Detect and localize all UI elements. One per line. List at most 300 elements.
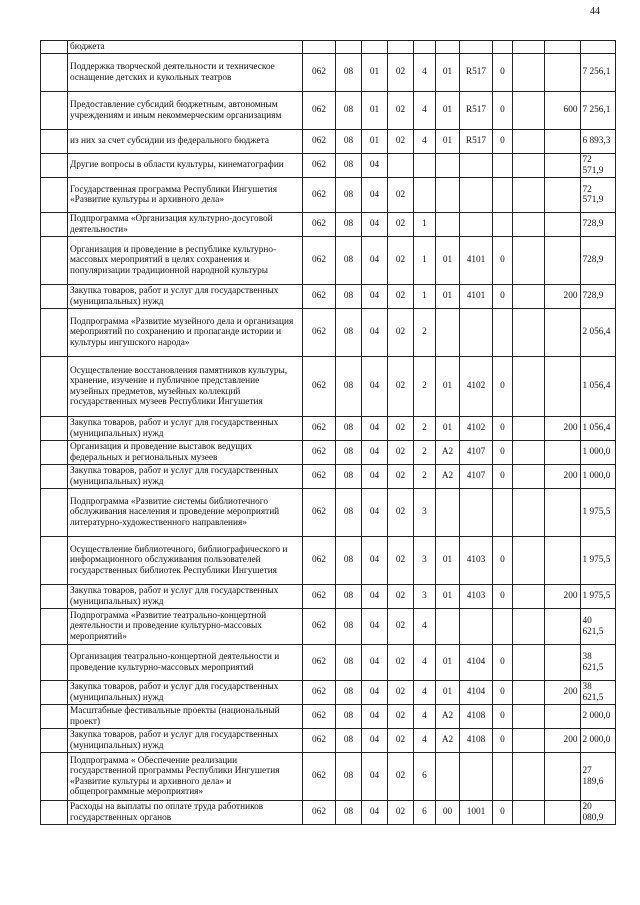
- section-cell: 08: [336, 285, 362, 309]
- main-activity-cell: A2: [436, 465, 460, 489]
- blank-cell: [41, 489, 68, 537]
- main-activity-cell: 01: [436, 92, 460, 130]
- table-row: [41, 681, 616, 705]
- section-cell: 08: [336, 645, 362, 681]
- subprogram-cell: 4: [414, 609, 436, 645]
- expense-type-cell: [545, 609, 581, 645]
- subsection-cell: 04: [362, 213, 388, 237]
- table-row: [41, 609, 616, 645]
- subsection-cell: 04: [362, 417, 388, 441]
- blank-cell: [41, 801, 68, 825]
- amount-cell: 1 975,5: [580, 489, 616, 537]
- blank-cell: [41, 753, 68, 801]
- extra-cell: [513, 705, 545, 729]
- direction-suffix-cell: 0: [493, 417, 513, 441]
- subsection-cell: 04: [362, 537, 388, 585]
- amount-cell: 2 056,4: [580, 309, 616, 357]
- table-row: [41, 285, 616, 309]
- blank-cell: [41, 537, 68, 585]
- blank-cell: [41, 645, 68, 681]
- extra-cell: [513, 729, 545, 753]
- expense-type-cell: [545, 357, 581, 417]
- section-cell: 08: [336, 705, 362, 729]
- subprogram-cell: 6: [414, 801, 436, 825]
- ministry-code-cell: 062: [303, 645, 336, 681]
- subprogram-cell: 2: [414, 357, 436, 417]
- direction-cell: 4107: [460, 441, 493, 465]
- subprogram-cell: 3: [414, 585, 436, 609]
- blank-cell: [41, 681, 68, 705]
- amount-cell: 38 621,5: [580, 681, 616, 705]
- extra-cell: [513, 130, 545, 154]
- main-activity-cell: A2: [436, 441, 460, 465]
- direction-suffix-cell: [493, 753, 513, 801]
- table-row: [41, 178, 616, 213]
- extra-cell: [513, 465, 545, 489]
- extra-cell: [513, 54, 545, 92]
- subsection-cell: 04: [362, 441, 388, 465]
- direction-suffix-cell: 0: [493, 130, 513, 154]
- subprogram-cell: 2: [414, 417, 436, 441]
- direction-cell: 4108: [460, 729, 493, 753]
- subprogram-cell: 4: [414, 729, 436, 753]
- amount-cell: 1 000,0: [580, 465, 616, 489]
- direction-cell: [460, 309, 493, 357]
- name-cell: Организация театрально-концертной деятельности и проведение культурно-массовых мероприятий: [68, 645, 303, 681]
- subsection-cell: 04: [362, 681, 388, 705]
- expense-type-cell: [545, 309, 581, 357]
- table-row: [41, 237, 616, 285]
- subsection-cell: 04: [362, 237, 388, 285]
- table-row: [41, 705, 616, 729]
- direction-cell: 4107: [460, 465, 493, 489]
- ministry-code-cell: 062: [303, 489, 336, 537]
- subsection-cell: 04: [362, 154, 388, 178]
- blank-cell: [41, 41, 68, 54]
- extra-cell: [513, 537, 545, 585]
- direction-suffix-cell: 0: [493, 357, 513, 417]
- amount-cell: 72 571,9: [580, 154, 616, 178]
- expense-type-cell: [545, 489, 581, 537]
- blank-cell: [41, 465, 68, 489]
- main-activity-cell: 01: [436, 645, 460, 681]
- subprogram-cell: 2: [414, 309, 436, 357]
- section-cell: 08: [336, 178, 362, 213]
- amount-cell: 40 621,5: [580, 609, 616, 645]
- main-activity-cell: 01: [436, 237, 460, 285]
- expense-type-cell: 200: [545, 681, 581, 705]
- ministry-code-cell: 062: [303, 585, 336, 609]
- name-cell: Осуществление библиотечного, библиографического и информационного обслуживания пользователей государственных библиотек Республики Ингушетия: [68, 537, 303, 585]
- amount-cell: [580, 41, 616, 54]
- expense-type-cell: [545, 441, 581, 465]
- expense-type-cell: 200: [545, 285, 581, 309]
- amount-cell: 728,9: [580, 213, 616, 237]
- subprogram-cell: [414, 178, 436, 213]
- program-cell: 02: [388, 178, 414, 213]
- subprogram-cell: [414, 41, 436, 54]
- direction-cell: [460, 178, 493, 213]
- name-cell: Организация и проведение выставок ведущих федеральных и региональных музеев: [68, 441, 303, 465]
- extra-cell: [513, 441, 545, 465]
- ministry-code-cell: 062: [303, 309, 336, 357]
- expense-type-cell: [545, 705, 581, 729]
- expense-type-cell: [545, 753, 581, 801]
- ministry-code-cell: 062: [303, 92, 336, 130]
- subprogram-cell: 4: [414, 681, 436, 705]
- ministry-code-cell: 062: [303, 801, 336, 825]
- subprogram-cell: 3: [414, 489, 436, 537]
- amount-cell: 2 000,0: [580, 705, 616, 729]
- main-activity-cell: [436, 41, 460, 54]
- subsection-cell: 04: [362, 729, 388, 753]
- amount-cell: 728,9: [580, 237, 616, 285]
- name-cell: Закупка товаров, работ и услуг для государственных (муниципальных) нужд: [68, 465, 303, 489]
- subsection-cell: 04: [362, 585, 388, 609]
- name-cell: Государственная программа Республики Ингушетия «Развитие культуры и архивного дела»: [68, 178, 303, 213]
- blank-cell: [41, 285, 68, 309]
- subsection-cell: 04: [362, 801, 388, 825]
- extra-cell: [513, 585, 545, 609]
- name-cell: Подпрограмма «Развитие музейного дела и организация мероприятий по сохранению и пропаганде истории и культуры ингушского народа»: [68, 309, 303, 357]
- table-row: [41, 753, 616, 801]
- name-cell: Закупка товаров, работ и услуг для государственных (муниципальных) нужд: [68, 729, 303, 753]
- amount-cell: 1 975,5: [580, 585, 616, 609]
- name-cell: Расходы на выплаты по оплате труда работников государственных органов: [68, 801, 303, 825]
- subsection-cell: 04: [362, 178, 388, 213]
- program-cell: 02: [388, 705, 414, 729]
- section-cell: 08: [336, 489, 362, 537]
- subprogram-cell: 6: [414, 753, 436, 801]
- subsection-cell: 01: [362, 54, 388, 92]
- direction-suffix-cell: [493, 213, 513, 237]
- program-cell: 02: [388, 729, 414, 753]
- section-cell: 08: [336, 417, 362, 441]
- expense-type-cell: [545, 178, 581, 213]
- subsection-cell: [362, 41, 388, 54]
- blank-cell: [41, 705, 68, 729]
- program-cell: 02: [388, 417, 414, 441]
- section-cell: 08: [336, 681, 362, 705]
- section-cell: 08: [336, 154, 362, 178]
- ministry-code-cell: 062: [303, 213, 336, 237]
- budget-table: [40, 40, 616, 825]
- table-row: [41, 309, 616, 357]
- name-cell: Закупка товаров, работ и услуг для государственных (муниципальных) нужд: [68, 681, 303, 705]
- expense-type-cell: [545, 213, 581, 237]
- program-cell: 02: [388, 609, 414, 645]
- direction-suffix-cell: [493, 154, 513, 178]
- subprogram-cell: 4: [414, 645, 436, 681]
- program-cell: [388, 154, 414, 178]
- direction-suffix-cell: 0: [493, 681, 513, 705]
- ministry-code-cell: [303, 41, 336, 54]
- section-cell: 08: [336, 309, 362, 357]
- section-cell: 08: [336, 130, 362, 154]
- direction-cell: 4101: [460, 237, 493, 285]
- ministry-code-cell: 062: [303, 537, 336, 585]
- table-row: [41, 645, 616, 681]
- subprogram-cell: 4: [414, 130, 436, 154]
- blank-cell: [41, 729, 68, 753]
- direction-cell: R517: [460, 54, 493, 92]
- extra-cell: [513, 237, 545, 285]
- blank-cell: [41, 441, 68, 465]
- direction-cell: 4108: [460, 705, 493, 729]
- direction-suffix-cell: 0: [493, 645, 513, 681]
- table-row: [41, 489, 616, 537]
- table-row: [41, 92, 616, 130]
- extra-cell: [513, 154, 545, 178]
- name-cell: Подпрограмма «Организация культурно-досуговой деятельности»: [68, 213, 303, 237]
- table-row: [41, 154, 616, 178]
- ministry-code-cell: 062: [303, 154, 336, 178]
- program-cell: 02: [388, 309, 414, 357]
- main-activity-cell: [436, 154, 460, 178]
- direction-cell: 4102: [460, 357, 493, 417]
- name-cell: Масштабные фестивальные проекты (национальный проект): [68, 705, 303, 729]
- direction-cell: R517: [460, 92, 493, 130]
- main-activity-cell: 00: [436, 801, 460, 825]
- direction-cell: 4103: [460, 537, 493, 585]
- subsection-cell: 01: [362, 92, 388, 130]
- amount-cell: 72 571,9: [580, 178, 616, 213]
- table-row: [41, 465, 616, 489]
- extra-cell: [513, 309, 545, 357]
- extra-cell: [513, 285, 545, 309]
- amount-cell: 6 893,3: [580, 130, 616, 154]
- amount-cell: 1 056,4: [580, 357, 616, 417]
- direction-suffix-cell: 0: [493, 285, 513, 309]
- name-cell: Закупка товаров, работ и услуг для государственных (муниципальных) нужд: [68, 417, 303, 441]
- program-cell: 02: [388, 645, 414, 681]
- subsection-cell: 04: [362, 489, 388, 537]
- expense-type-cell: 600: [545, 92, 581, 130]
- name-cell: Предоставление субсидий бюджетным, автономным учреждениям и иным некоммерческим организациям: [68, 92, 303, 130]
- extra-cell: [513, 609, 545, 645]
- main-activity-cell: [436, 213, 460, 237]
- blank-cell: [41, 213, 68, 237]
- blank-cell: [41, 585, 68, 609]
- expense-type-cell: 200: [545, 417, 581, 441]
- amount-cell: 1 056,4: [580, 417, 616, 441]
- section-cell: 08: [336, 537, 362, 585]
- direction-suffix-cell: [493, 309, 513, 357]
- blank-cell: [41, 417, 68, 441]
- table-row: [41, 417, 616, 441]
- section-cell: 08: [336, 753, 362, 801]
- main-activity-cell: 01: [436, 357, 460, 417]
- expense-type-cell: [545, 41, 581, 54]
- table-row: [41, 41, 616, 54]
- main-activity-cell: 01: [436, 54, 460, 92]
- program-cell: 02: [388, 92, 414, 130]
- program-cell: 02: [388, 357, 414, 417]
- amount-cell: 7 256,1: [580, 54, 616, 92]
- program-cell: [388, 41, 414, 54]
- expense-type-cell: [545, 154, 581, 178]
- expense-type-cell: [545, 801, 581, 825]
- amount-cell: 1 975,5: [580, 537, 616, 585]
- amount-cell: 2 000,0: [580, 729, 616, 753]
- direction-suffix-cell: 0: [493, 237, 513, 285]
- table-row: [41, 729, 616, 753]
- direction-suffix-cell: 0: [493, 537, 513, 585]
- direction-cell: 4104: [460, 681, 493, 705]
- direction-cell: 4102: [460, 417, 493, 441]
- subprogram-cell: 1: [414, 213, 436, 237]
- direction-suffix-cell: 0: [493, 801, 513, 825]
- extra-cell: [513, 489, 545, 537]
- blank-cell: [41, 92, 68, 130]
- subprogram-cell: 4: [414, 705, 436, 729]
- main-activity-cell: 01: [436, 585, 460, 609]
- program-cell: 02: [388, 537, 414, 585]
- direction-cell: [460, 213, 493, 237]
- ministry-code-cell: 062: [303, 130, 336, 154]
- name-cell: из них за счет субсидии из федерального бюджета: [68, 130, 303, 154]
- expense-type-cell: [545, 645, 581, 681]
- section-cell: 08: [336, 357, 362, 417]
- direction-suffix-cell: 0: [493, 441, 513, 465]
- subsection-cell: 04: [362, 753, 388, 801]
- direction-cell: 4103: [460, 585, 493, 609]
- subprogram-cell: [414, 154, 436, 178]
- section-cell: 08: [336, 801, 362, 825]
- name-cell: Подпрограмма «Развитие системы библиотечного обслуживания населения и проведение мероприятий литературно-художественного направления»: [68, 489, 303, 537]
- section-cell: [336, 41, 362, 54]
- section-cell: 08: [336, 213, 362, 237]
- extra-cell: [513, 417, 545, 441]
- name-cell: Другие вопросы в области культуры, кинематографии: [68, 154, 303, 178]
- ministry-code-cell: 062: [303, 54, 336, 92]
- main-activity-cell: 01: [436, 285, 460, 309]
- direction-cell: 4104: [460, 645, 493, 681]
- direction-suffix-cell: 0: [493, 705, 513, 729]
- expense-type-cell: 200: [545, 585, 581, 609]
- program-cell: 02: [388, 585, 414, 609]
- table-row: [41, 585, 616, 609]
- direction-suffix-cell: 0: [493, 729, 513, 753]
- extra-cell: [513, 92, 545, 130]
- table-row: [41, 357, 616, 417]
- extra-cell: [513, 753, 545, 801]
- amount-cell: 728,9: [580, 285, 616, 309]
- direction-cell: R517: [460, 130, 493, 154]
- blank-cell: [41, 237, 68, 285]
- name-cell: Осуществление восстановления памятников культуры, хранение, изучение и публичное представление музейных предметов, музейных коллекций государственных музеев Республики Ингушетия: [68, 357, 303, 417]
- extra-cell: [513, 681, 545, 705]
- direction-cell: [460, 41, 493, 54]
- subprogram-cell: 2: [414, 465, 436, 489]
- direction-cell: [460, 154, 493, 178]
- page-number: 44: [590, 6, 600, 17]
- amount-cell: 20 080,9: [580, 801, 616, 825]
- main-activity-cell: [436, 753, 460, 801]
- program-cell: 02: [388, 753, 414, 801]
- ministry-code-cell: 062: [303, 417, 336, 441]
- program-cell: 02: [388, 54, 414, 92]
- section-cell: 08: [336, 237, 362, 285]
- main-activity-cell: [436, 489, 460, 537]
- program-cell: 02: [388, 465, 414, 489]
- expense-type-cell: [545, 54, 581, 92]
- subprogram-cell: 3: [414, 537, 436, 585]
- expense-type-cell: 200: [545, 465, 581, 489]
- table-row: [41, 801, 616, 825]
- ministry-code-cell: 062: [303, 681, 336, 705]
- section-cell: 08: [336, 441, 362, 465]
- table-row: [41, 54, 616, 92]
- blank-cell: [41, 130, 68, 154]
- ministry-code-cell: 062: [303, 237, 336, 285]
- name-cell: Подпрограмма «Развитие театрально-концертной деятельности и проведение культурно-массовых мероприятий»: [68, 609, 303, 645]
- direction-suffix-cell: [493, 41, 513, 54]
- extra-cell: [513, 801, 545, 825]
- name-cell: бюджета: [68, 41, 303, 54]
- expense-type-cell: [545, 537, 581, 585]
- subsection-cell: 04: [362, 465, 388, 489]
- name-cell: Поддержка творческой деятельности и техническое оснащение детских и кукольных театров: [68, 54, 303, 92]
- program-cell: 02: [388, 681, 414, 705]
- direction-suffix-cell: 0: [493, 465, 513, 489]
- blank-cell: [41, 54, 68, 92]
- subsection-cell: 04: [362, 609, 388, 645]
- direction-suffix-cell: 0: [493, 585, 513, 609]
- section-cell: 08: [336, 465, 362, 489]
- main-activity-cell: 01: [436, 417, 460, 441]
- blank-cell: [41, 309, 68, 357]
- subsection-cell: 04: [362, 705, 388, 729]
- main-activity-cell: [436, 609, 460, 645]
- amount-cell: 1 000,0: [580, 441, 616, 465]
- main-activity-cell: [436, 309, 460, 357]
- program-cell: 02: [388, 489, 414, 537]
- direction-cell: [460, 753, 493, 801]
- subsection-cell: 04: [362, 285, 388, 309]
- section-cell: 08: [336, 54, 362, 92]
- subprogram-cell: 2: [414, 441, 436, 465]
- subprogram-cell: 4: [414, 92, 436, 130]
- subsection-cell: 04: [362, 645, 388, 681]
- main-activity-cell: 01: [436, 537, 460, 585]
- blank-cell: [41, 178, 68, 213]
- program-cell: 02: [388, 441, 414, 465]
- extra-cell: [513, 357, 545, 417]
- section-cell: 08: [336, 609, 362, 645]
- name-cell: Закупка товаров, работ и услуг для государственных (муниципальных) нужд: [68, 285, 303, 309]
- blank-cell: [41, 154, 68, 178]
- direction-cell: 4101: [460, 285, 493, 309]
- main-activity-cell: A2: [436, 705, 460, 729]
- amount-cell: 38 621,5: [580, 645, 616, 681]
- name-cell: Закупка товаров, работ и услуг для государственных (муниципальных) нужд: [68, 585, 303, 609]
- subsection-cell: 04: [362, 357, 388, 417]
- program-cell: 02: [388, 237, 414, 285]
- table-row: [41, 213, 616, 237]
- section-cell: 08: [336, 92, 362, 130]
- subsection-cell: 01: [362, 130, 388, 154]
- direction-cell: [460, 609, 493, 645]
- ministry-code-cell: 062: [303, 465, 336, 489]
- program-cell: 02: [388, 801, 414, 825]
- table-row: [41, 130, 616, 154]
- name-cell: Организация и проведение в республике культурно-массовых мероприятий в целях сохранения и популяризации традиционной народной культуры: [68, 237, 303, 285]
- program-cell: 02: [388, 130, 414, 154]
- extra-cell: [513, 41, 545, 54]
- amount-cell: 27 189,6: [580, 753, 616, 801]
- main-activity-cell: 01: [436, 130, 460, 154]
